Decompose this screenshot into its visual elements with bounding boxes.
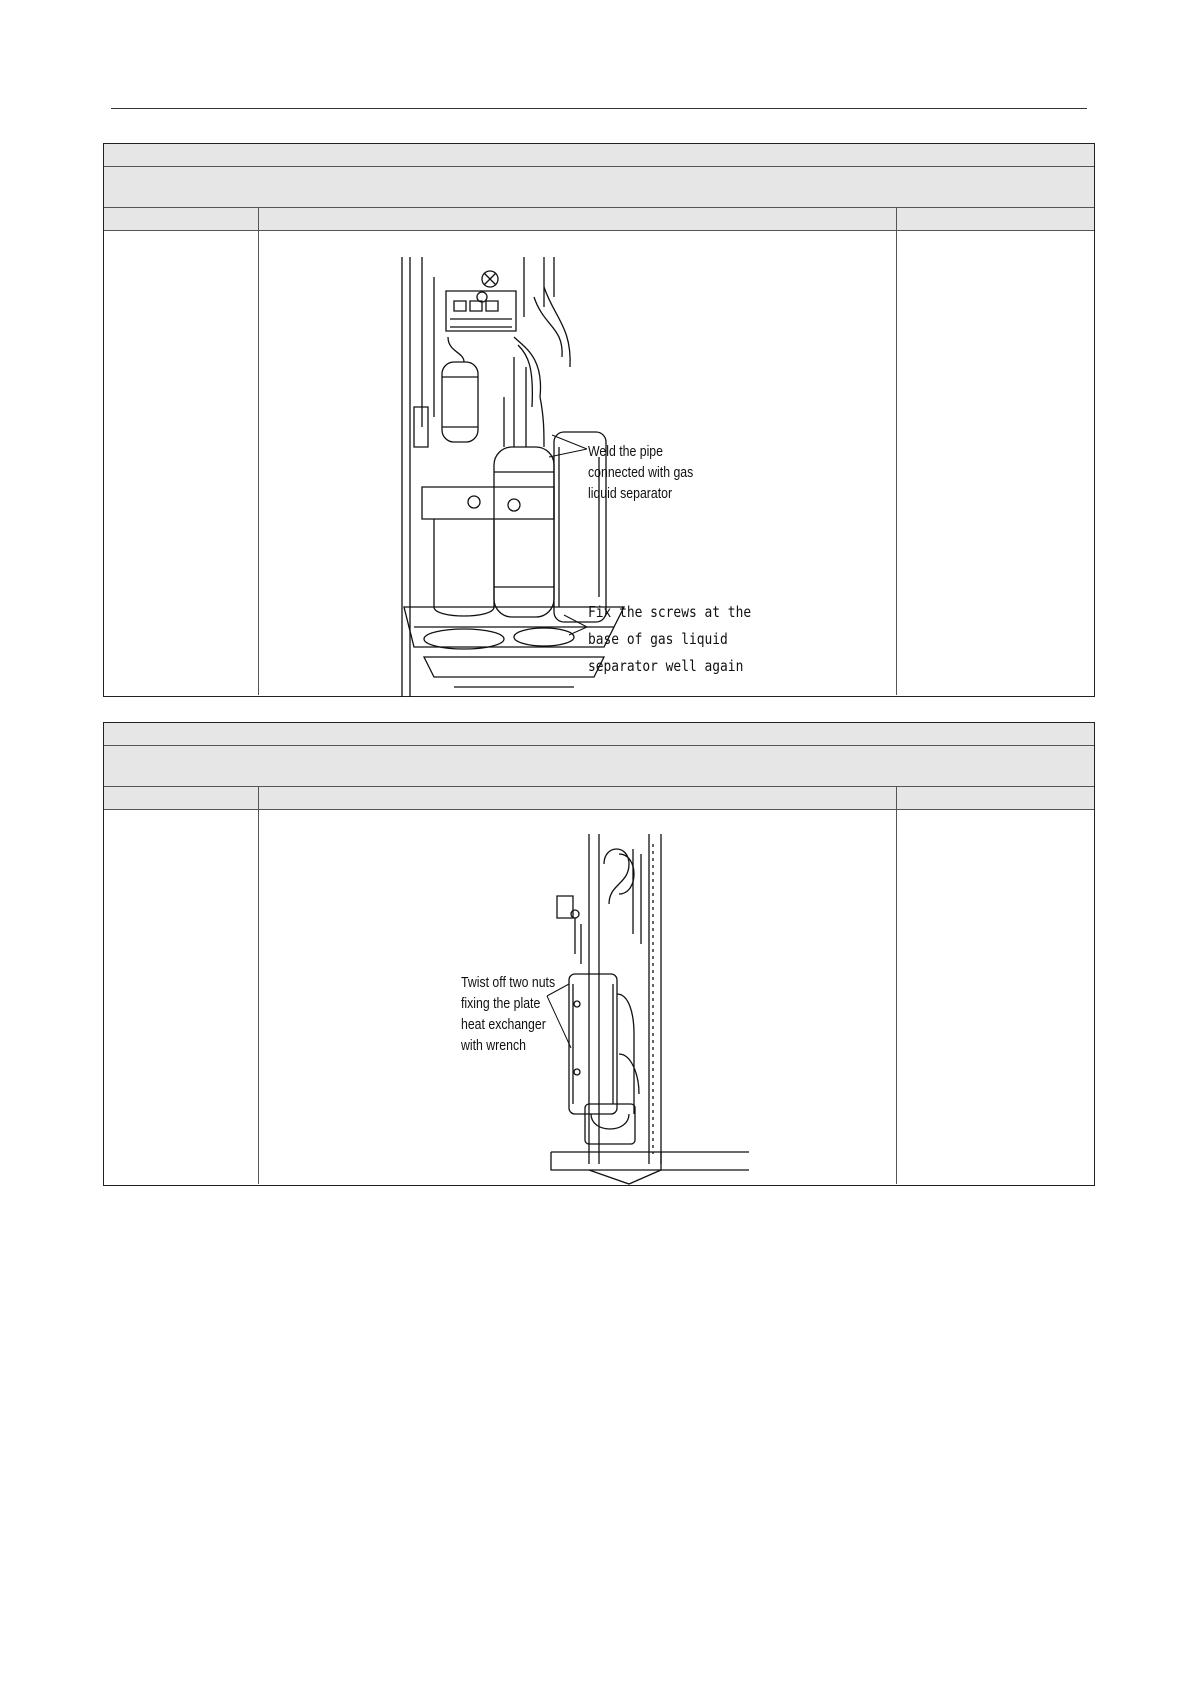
table-body-row — [104, 231, 1094, 695]
table-title-bar — [104, 144, 1094, 167]
column-header-row — [104, 208, 1094, 231]
table-subtitle-bar — [104, 167, 1094, 208]
table-subtitle-bar — [104, 746, 1094, 787]
column-header-row — [104, 787, 1094, 810]
annotation-weld-pipe: Weld the pipe connected with gas liquid separator — [588, 443, 694, 502]
step-table-1 — [103, 143, 1095, 697]
table-body-row — [104, 810, 1094, 1184]
annotation-twist-off-nuts: Twist off two nuts fixing the plate heat exchanger with wrench — [461, 974, 556, 1054]
header-rule — [111, 108, 1087, 109]
plate-heat-exchanger-drawing — [549, 834, 749, 1186]
annotation-fix-screws: Fix the screws at the base of gas liquid separator well again — [588, 603, 752, 675]
table-title-bar — [104, 723, 1094, 746]
step-table-2 — [103, 722, 1095, 1186]
